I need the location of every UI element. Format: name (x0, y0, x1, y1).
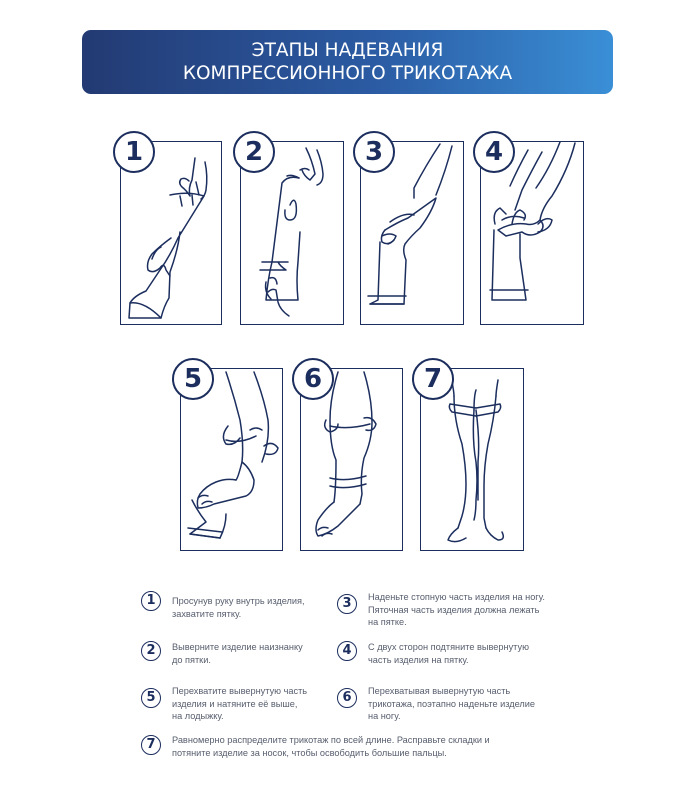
stocking-top (226, 436, 256, 441)
inner-legs (473, 410, 478, 520)
leg (226, 372, 268, 480)
step-6-number: 6 (337, 688, 357, 708)
step-5-line-1: Перехватите вывернутую часть (172, 686, 308, 696)
panel-2-illustration (260, 148, 323, 316)
step-7-line-2: потяните изделие за носок, чтобы освободить большие пальцы. (172, 747, 447, 758)
step-5-line-3: на лодыжку. (172, 711, 224, 721)
leg-right (484, 396, 496, 528)
toes (198, 495, 212, 504)
step-2-line-2: до пятки. (172, 654, 211, 665)
panel-1-number: 1 (113, 131, 155, 173)
stocking-top-band (180, 195, 193, 206)
step-1-number: 1 (141, 591, 161, 611)
stocking-band-right (476, 404, 501, 416)
stocking-band-left (449, 404, 476, 416)
panel-7-illustration (448, 380, 503, 542)
hand-top (287, 148, 323, 185)
step-5-number: 5 (141, 688, 161, 708)
foot (316, 502, 360, 536)
leg-left (454, 396, 466, 528)
stocking (129, 193, 204, 318)
title-line-1: ЭТАПЫ НАДЕВАНИЯ (251, 40, 444, 61)
panel-6-number: 6 (292, 358, 334, 400)
step-7-line-1: Равномерно распределите трикотаж по всей длине. Расправьте складки и (172, 735, 490, 745)
step-6-text (368, 685, 535, 723)
step-1-line-1: Просунув руку внутрь изделия, (172, 596, 305, 606)
hands (223, 426, 278, 454)
panel-7-number: 7 (412, 358, 454, 400)
panel-3-number: 3 (353, 131, 395, 173)
step-1-text (172, 595, 305, 620)
panel-6-illustration (316, 372, 376, 536)
stocking-foot (285, 200, 297, 220)
panel-5-number: 5 (172, 358, 214, 400)
step-7-text (172, 734, 490, 759)
stocking (370, 198, 436, 304)
step-1-line-2: захватите пятку. (172, 608, 242, 619)
stocking (266, 177, 300, 300)
step-2-line-1: Выверните изделие наизнанку (172, 642, 303, 652)
panel-4-number: 4 (473, 131, 515, 173)
stocking-band (188, 528, 222, 538)
step-3-line-3: на пятке. (368, 617, 407, 627)
step-5-line-2: изделия и натяните её выше, (172, 698, 298, 709)
stocking-top (330, 424, 370, 428)
step-3-line-1: Наденьте стопную часть изделия на ногу. (368, 592, 545, 602)
feet (448, 528, 503, 542)
step-4-text (368, 641, 529, 666)
hand-bottom (266, 278, 289, 316)
step-7-number: 7 (141, 735, 161, 755)
step-4-line-2: часть изделия на пятку. (368, 654, 469, 665)
step-3-text (368, 591, 545, 629)
step-4-number: 4 (337, 641, 357, 661)
stocking (490, 230, 528, 300)
stocking-toe-box (130, 303, 161, 318)
step-6-line-3: на ногу. (368, 711, 401, 721)
panel-2-number: 2 (233, 131, 275, 173)
leg-left (330, 372, 338, 502)
title-line-2: КОМПРЕССИОННОГО ТРИКОТАЖА (182, 63, 513, 84)
stocking-top-band (260, 262, 288, 270)
step-2-text (172, 641, 303, 666)
step-6-line-2: трикотажа, поэтапно наденьте изделие (368, 698, 536, 709)
arm-left (510, 150, 542, 210)
step-3-number: 3 (337, 594, 357, 614)
step-2-number: 2 (141, 641, 161, 661)
step-4-line-1: С двух сторон подтяните вывернутую (368, 642, 529, 652)
leg (414, 144, 452, 198)
step-5-text (172, 685, 307, 723)
step-3-line-2: Пяточная часть изделия должна лежать (368, 604, 540, 615)
step-6-line-1: Перехватывая вывернутую часть (368, 686, 511, 696)
panel-1-illustration (129, 158, 207, 318)
